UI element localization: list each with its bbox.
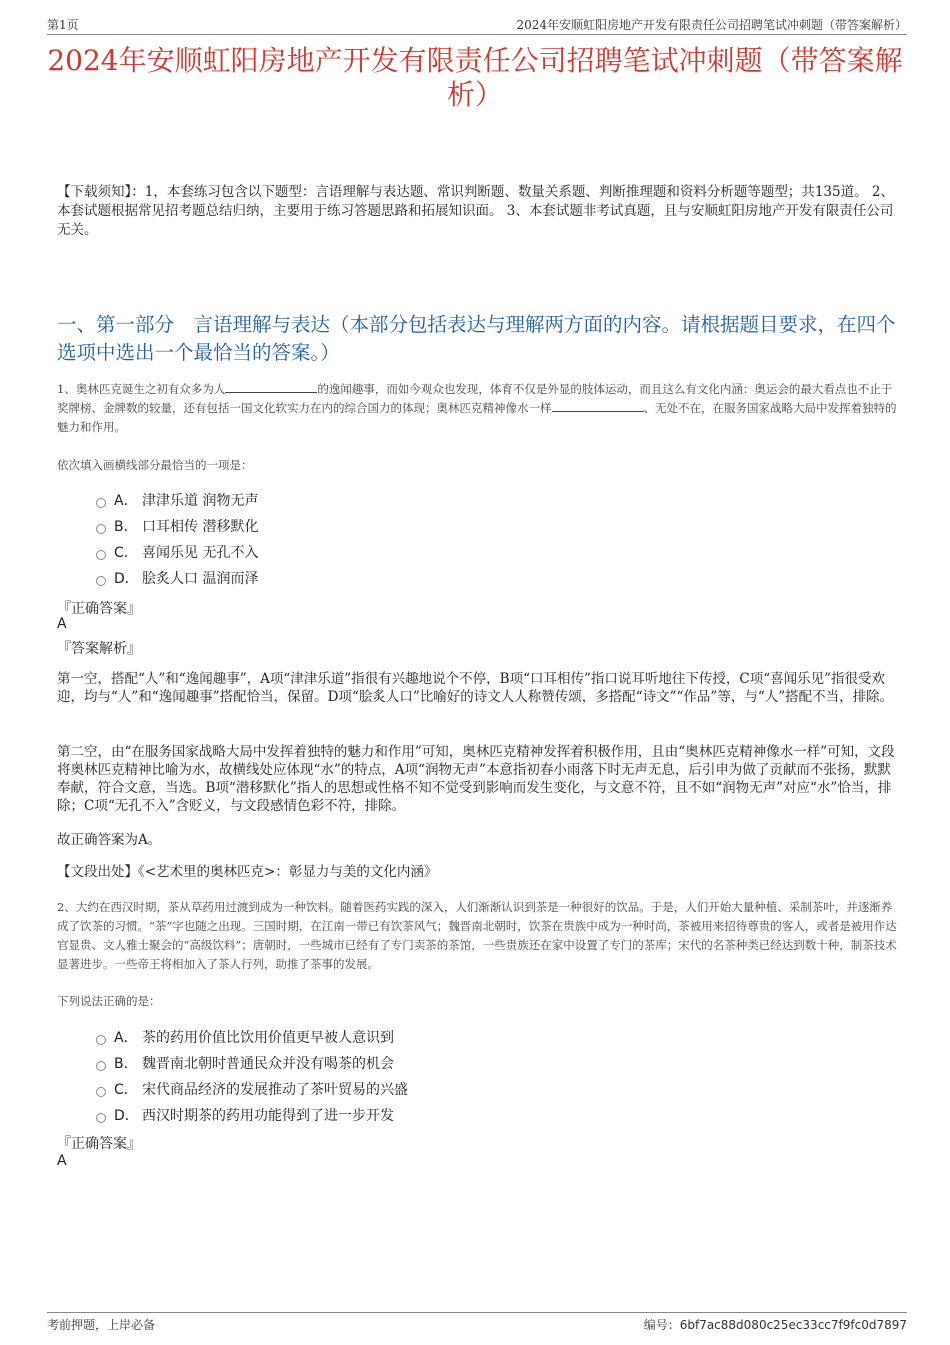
question-2-option-d[interactable] <box>96 1102 876 1128</box>
question-2-option-b[interactable] <box>96 1050 876 1076</box>
question-1-analysis-2: 第二空，由“在服务国家战略大局中发挥着独特的魅力和作用”可知，奥林匹克精神发挥着积极作用，且由“奥林匹克精神像水一样”可知，文段将奥林匹克精神比喻为水，故横线处应体现“水”的特点，A项“润物无声”本意指初春小雨落下时无声无息，后引申为做了贡献而不张扬，默默奉献，符合文意，当选。B项“潜移默化”指人的思想或性格不知不觉受到影响而发生变化，与文意不符，且不如“润物无声”对应“水”恰当，排除；C项“无孔不入”含贬义，与文段感情色彩不符，排除。 <box>57 744 895 814</box>
question-1-stem-part1: 1、奥林匹克诞生之初有众多为人 <box>57 382 226 396</box>
option-letter: B． <box>114 1056 138 1072</box>
question-2-prompt: 下列说法正确的是： <box>57 994 161 1008</box>
radio-icon[interactable] <box>96 1061 106 1071</box>
page-footer <box>47 1312 907 1335</box>
option-letter: C． <box>114 545 138 561</box>
option-text: 津津乐道 润物无声 <box>142 493 259 509</box>
option-letter: A． <box>114 1030 138 1046</box>
option-text: 喜闻乐见 无孔不入 <box>142 545 259 561</box>
page-header <box>47 14 907 35</box>
question-1-option-a[interactable] <box>96 487 876 513</box>
question-2-option-a[interactable] <box>96 1024 876 1050</box>
question-1-analysis-1: 第一空，搭配“人”和“逸闻趣事”，A项“津津乐道”指很有兴趣地说个不停，B项“口耳相传”指口说耳听地往下传授，C项“喜闻乐见”指很受欢迎，均与“人”和“逸闻趣事”搭配恰当，保留。D项“脍炙人口”比喻好的诗文人人称赞传颂，多搭配“诗文”“作品”等，与“人”搭配不当，排除。 <box>57 671 894 705</box>
document-title: 2024年安顺虹阳房地产开发有限责任公司招聘笔试冲刺题（带答案解析） <box>47 44 903 111</box>
option-text: 口耳相传 潜移默化 <box>142 519 259 535</box>
option-text: 西汉时期茶的药用功能得到了进一步开发 <box>142 1108 394 1124</box>
radio-icon[interactable] <box>96 1035 106 1045</box>
question-1-analysis-label: 『答案解析』 <box>57 641 141 657</box>
question-2-stem: 2、大约在西汉时期，茶从草药用过渡到成为一种饮料。随着医药实践的深入，人们渐渐认识到茶是一种很好的饮品。于是，人们开始大量种植、采制茶叶，并逐渐养成了饮茶的习惯。“茶”字也随之出现。三国时期，在江南一带已有饮茶风气；魏晋南北朝时，饮茶在贵族中成为一种时尚，茶被用来招待尊贵的客人，或者是被用作达官显贵、文人雅士聚会的“高级饮料”；唐朝时，一些城市已经有了专门卖茶的茶馆，一些贵族还在家中设置了专门的茶库；宋代的名茶种类已经达到数十种，制茶技术显著进步。一些帝王将相加入了茶人行列，助推了茶事的发展。 <box>57 900 897 971</box>
option-letter: B． <box>114 519 138 535</box>
section-heading: 一、第一部分 言语理解与表达（本部分包括表达与理解两方面的内容。请根据题目要求，在四个选项中选出一个最恰当的答案。） <box>57 313 896 364</box>
radio-icon[interactable] <box>96 524 106 534</box>
question-1-option-c[interactable] <box>96 539 876 565</box>
radio-icon[interactable] <box>96 550 106 560</box>
question-1-answer-label: 『正确答案』 <box>57 601 141 617</box>
option-text: 宋代商品经济的发展推动了茶叶贸易的兴盛 <box>142 1082 408 1098</box>
question-2-options <box>96 1024 876 1128</box>
question-1-stem-part3: 、无处不在，在服务国家战略大局中发挥着独特的魅力和作用。 <box>57 401 897 434</box>
blank-line-1 <box>225 380 317 393</box>
question-2-answer-label: 『正确答案』 <box>57 1136 141 1152</box>
header-doc-title: 2024年安顺虹阳房地产开发有限责任公司招聘笔试冲刺题（带答案解析） <box>516 18 907 32</box>
footer-code-value: 6bf7ac88d080c25ec33cc7f9fc0d7897 <box>679 1318 907 1332</box>
option-letter: D． <box>114 1108 139 1124</box>
question-1-answer: A <box>57 616 67 632</box>
radio-icon[interactable] <box>96 498 106 508</box>
option-letter: A． <box>114 493 138 509</box>
download-notice: 【下载须知】：1，本套练习包含以下题型：言语理解与表达题、常识判断题、数量关系题、判断推理题和资料分析题等题型；共135道。 2、本套试题根据常见招考题总结归纳，主要用于练习答题思路和拓展知识面。 3、本套试题非考试真题，且与安顺虹阳房地产开发有限责任公司无关。 <box>57 184 894 238</box>
question-1-option-b[interactable] <box>96 513 876 539</box>
question-1-conclusion: 故正确答案为A。 <box>57 832 162 848</box>
footer-slogan: 考前押题，上岸必备 <box>47 1318 156 1332</box>
option-text: 脍炙人口 温润而泽 <box>142 571 259 587</box>
question-1-prompt: 依次填入画横线部分最恰当的一项是： <box>57 458 253 472</box>
radio-icon[interactable] <box>96 1113 106 1123</box>
radio-icon[interactable] <box>96 1087 106 1097</box>
option-letter: D． <box>114 571 139 587</box>
footer-code-label: 编号： <box>643 1318 680 1332</box>
blank-line-2 <box>552 399 644 412</box>
option-text: 茶的药用价值比饮用价值更早被人意识到 <box>142 1030 394 1046</box>
question-2-option-c[interactable] <box>96 1076 876 1102</box>
question-1-stem-part2: 的逸闻趣事，而如今观众也发现，体育不仅是外显的肢体运动，而且这么有文化内涵：奥运会的最大看点也不止于奖牌榜、金牌数的较量，还有包括一国文化软实力在内的综合国力的体现；奥林匹克精神像水一样 <box>57 382 893 415</box>
option-text: 魏晋南北朝时普通民众并没有喝茶的机会 <box>142 1056 394 1072</box>
question-2-answer: A <box>57 1153 67 1169</box>
question-1-source: 【文段出处】《<艺术里的奥林匹克>：彰显力与美的文化内涵》 <box>57 864 438 880</box>
question-1-option-d[interactable] <box>96 565 876 591</box>
page-number: 第1页 <box>47 18 79 32</box>
radio-icon[interactable] <box>96 576 106 586</box>
question-1-stem <box>57 380 897 437</box>
footer-code <box>644 1316 907 1333</box>
question-1-options <box>96 487 876 591</box>
option-letter: C． <box>114 1082 138 1098</box>
